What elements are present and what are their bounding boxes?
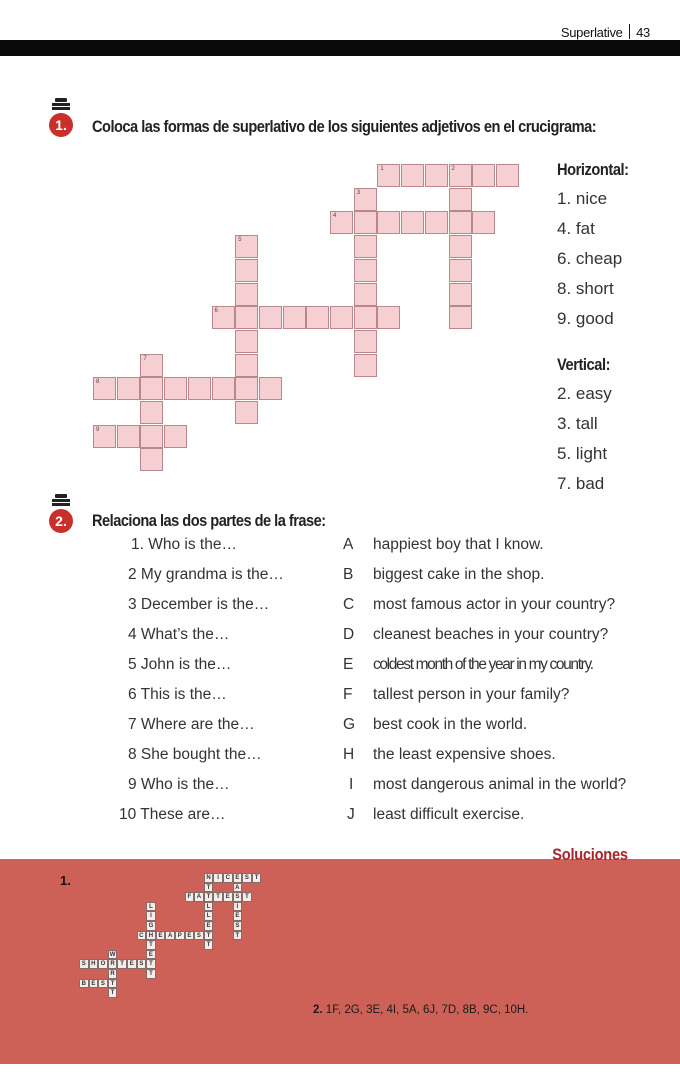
match-letter: B xyxy=(343,566,354,583)
crossword-cell[interactable] xyxy=(472,164,495,187)
sentence-end: the least expensive shoes. xyxy=(373,746,556,763)
solution-cell: E xyxy=(146,950,156,960)
crossword-cell[interactable] xyxy=(140,377,163,400)
exercise-2-instruction: Relaciona las dos partes de la frase: xyxy=(92,511,326,530)
crossword-cell[interactable] xyxy=(449,283,472,306)
crossword-cell[interactable] xyxy=(354,306,377,329)
solution-cell: T xyxy=(204,931,214,941)
clue-number: 4 xyxy=(333,213,337,220)
crossword-cell[interactable] xyxy=(449,235,472,258)
solution-cell: S xyxy=(98,979,108,989)
solution-cell: T xyxy=(204,892,214,902)
clue-vertical: 7. bad xyxy=(557,474,605,493)
clue-number: 6 xyxy=(214,308,218,315)
solution-cell: C xyxy=(137,931,147,941)
solution-cell: E xyxy=(156,931,166,941)
crossword-cell[interactable] xyxy=(164,425,187,448)
solution-2-answers: 1F, 2G, 3E, 4I, 5A, 6J, 7D, 8B, 9C, 10H. xyxy=(325,1004,529,1016)
solution-1-label: 1. xyxy=(60,873,71,888)
sentence-start: 6 This is the… xyxy=(128,686,227,703)
sentence-end: happiest boy that I know. xyxy=(373,536,544,553)
crossword-cell[interactable] xyxy=(449,164,472,187)
crossword-cell[interactable] xyxy=(354,259,377,282)
clue-number: 8 xyxy=(96,379,100,386)
crossword-cell[interactable] xyxy=(330,211,353,234)
solution-cell: E xyxy=(204,921,214,931)
solution-cell: E xyxy=(223,892,233,902)
solution-cell: T xyxy=(204,940,214,950)
crossword-cell[interactable] xyxy=(235,330,258,353)
exercise-1-instruction: Coloca las formas de superlativo de los siguientes adjetivos en el crucigrama: xyxy=(92,117,597,136)
solution-cell: N xyxy=(204,873,214,883)
match-letter: E xyxy=(343,656,354,673)
match-letter: G xyxy=(343,716,356,733)
clue-number: 3 xyxy=(356,189,361,196)
vertical-heading: Vertical: xyxy=(557,355,611,374)
crossword-cell[interactable] xyxy=(472,211,495,234)
solution-cell: L xyxy=(146,902,156,912)
exercise-1-number: 1. xyxy=(55,117,67,133)
running-header xyxy=(561,24,650,40)
solution-cell: T xyxy=(146,940,156,950)
crossword-cell[interactable] xyxy=(449,188,472,211)
crossword-cell[interactable] xyxy=(235,283,258,306)
solution-cell: G xyxy=(146,921,156,931)
solution-2-label: 2. xyxy=(313,1004,323,1016)
solution-cell: E xyxy=(89,979,99,989)
solution-cell: S xyxy=(79,959,89,969)
crossword-cell[interactable] xyxy=(235,354,258,377)
match-letter: D xyxy=(343,626,355,643)
clue-horizontal: 8. short xyxy=(557,279,614,298)
clue-horizontal: 6. cheap xyxy=(557,249,623,268)
solution-2-text xyxy=(313,1004,528,1016)
solution-cell: O xyxy=(98,959,108,969)
solution-cell: T xyxy=(213,892,223,902)
crossword-cell[interactable] xyxy=(354,211,377,234)
crossword-cell[interactable] xyxy=(401,164,424,187)
crossword-cell[interactable] xyxy=(93,425,116,448)
sentence-end: most dangerous animal in the world? xyxy=(373,776,627,793)
sentence-end: biggest cake in the shop. xyxy=(373,566,545,583)
crossword-cell[interactable] xyxy=(354,330,377,353)
sentence-start: 2 My grandma is the… xyxy=(128,566,284,583)
page-number: 43 xyxy=(636,25,650,40)
solution-cell: S xyxy=(233,921,243,931)
crossword-cell[interactable] xyxy=(354,354,377,377)
clue-number: 1 xyxy=(380,166,384,172)
solution-cell: S xyxy=(194,931,204,941)
match-letter: F xyxy=(343,686,353,703)
solution-cell: T xyxy=(252,873,262,883)
crossword-cell[interactable] xyxy=(212,306,235,329)
crossword-cell[interactable] xyxy=(449,211,472,234)
solution-cell: F xyxy=(185,892,195,902)
solution-cell: I xyxy=(233,902,243,912)
clue-horizontal: 9. good xyxy=(557,309,614,328)
crossword-cell[interactable] xyxy=(354,283,377,306)
crossword-cell[interactable] xyxy=(117,377,140,400)
crossword-cell[interactable] xyxy=(283,306,306,329)
clue-number: 2 xyxy=(451,166,455,172)
solution-cell: R xyxy=(108,969,118,979)
exercise-2-badge-icon xyxy=(46,494,76,534)
crossword-cell[interactable] xyxy=(425,164,448,187)
crossword-cell[interactable] xyxy=(140,401,163,424)
sentence-start: 1. Who is the… xyxy=(131,536,237,553)
clue-horizontal: 1. nice xyxy=(557,189,608,208)
solution-cell: L xyxy=(204,911,214,921)
match-letter: A xyxy=(343,536,354,553)
solution-cell: A xyxy=(233,883,243,893)
solution-cell: H xyxy=(89,959,99,969)
section-title: Superlative xyxy=(560,25,623,40)
solution-cell: A xyxy=(194,892,204,902)
solution-cell: I xyxy=(213,873,223,883)
crossword-cell[interactable] xyxy=(235,259,258,282)
crossword-cell[interactable] xyxy=(140,425,163,448)
crossword-cell[interactable] xyxy=(235,235,258,258)
solution-cell: S xyxy=(137,959,147,969)
sentence-start: 8 She bought the… xyxy=(128,746,262,763)
crossword-cell[interactable] xyxy=(401,211,424,234)
clue-number: 5 xyxy=(238,237,242,244)
clue-vertical: 5. light xyxy=(557,444,608,463)
solution-cell: S xyxy=(233,892,243,902)
sentence-end: most famous actor in your country? xyxy=(373,596,616,613)
exercise-2-number: 2. xyxy=(55,513,67,529)
crossword-cell[interactable] xyxy=(449,306,472,329)
header-bar xyxy=(0,40,680,56)
solution-cell: E xyxy=(127,959,137,969)
crossword-cell[interactable] xyxy=(93,377,116,400)
crossword-cell[interactable] xyxy=(377,164,400,187)
solution-cell: T xyxy=(204,883,214,893)
crossword-cell[interactable] xyxy=(117,425,140,448)
crossword-cell[interactable] xyxy=(259,306,282,329)
sentence-end: least difficult exercise. xyxy=(373,806,525,823)
solution-cell: T xyxy=(108,979,118,989)
crossword-cell[interactable] xyxy=(235,306,258,329)
horizontal-heading: Horizontal: xyxy=(557,160,629,179)
solution-cell: W xyxy=(109,951,116,958)
clue-vertical: 2. easy xyxy=(557,384,612,403)
solution-cell: S xyxy=(242,873,252,883)
solution-cell: C xyxy=(223,873,233,883)
crossword-cell[interactable] xyxy=(164,377,187,400)
solutions-title: Soluciones xyxy=(552,845,628,864)
solution-cell: E xyxy=(185,931,195,941)
solution-cell: T xyxy=(242,892,252,902)
solution-cell: T xyxy=(146,969,156,979)
solution-cell: A xyxy=(165,931,175,941)
solution-cell: P xyxy=(175,931,185,941)
header-divider xyxy=(629,24,631,39)
sentence-end: cleanest beaches in your country? xyxy=(373,626,609,643)
crossword-cell[interactable] xyxy=(377,306,400,329)
clue-vertical: 3. tall xyxy=(557,414,598,433)
sentence-start: 4 What’s the… xyxy=(128,626,230,643)
match-letter: H xyxy=(343,746,355,763)
clue-number: 9 xyxy=(96,426,100,433)
sentence-start: 3 December is the… xyxy=(128,596,270,613)
crossword-cell[interactable] xyxy=(259,377,282,400)
sentence-end: coldest month of the year in my country. xyxy=(373,656,593,673)
solution-cell: E xyxy=(233,873,243,883)
crossword-cell[interactable] xyxy=(330,306,353,329)
sentence-end: best cook in the world. xyxy=(373,716,528,733)
solution-cell: H xyxy=(146,931,156,941)
crossword-cell[interactable] xyxy=(212,377,235,400)
crossword-cell[interactable] xyxy=(306,306,329,329)
solution-cell: R xyxy=(108,959,118,969)
match-letter: J xyxy=(347,806,355,823)
crossword-cell[interactable] xyxy=(377,211,400,234)
solution-cell: T xyxy=(108,988,118,998)
crossword-cell[interactable] xyxy=(496,164,519,187)
solution-cell: T xyxy=(117,959,127,969)
solution-cell: L xyxy=(204,902,214,912)
sentence-start: 10 These are… xyxy=(119,806,226,823)
solution-cell: T xyxy=(233,931,243,941)
sentence-end: tallest person in your family? xyxy=(373,686,570,703)
solution-cell: E xyxy=(233,911,243,921)
clue-number: 7 xyxy=(143,355,147,362)
sentence-start: 9 Who is the… xyxy=(128,776,230,793)
crossword-cell[interactable] xyxy=(140,448,163,471)
crossword-cell[interactable] xyxy=(235,401,258,424)
crossword-cell[interactable] xyxy=(140,354,163,377)
clue-horizontal: 4. fat xyxy=(557,219,595,238)
crossword-cell[interactable] xyxy=(425,211,448,234)
solution-cell: B xyxy=(79,979,89,989)
crossword-cell[interactable] xyxy=(449,259,472,282)
crossword-cell[interactable] xyxy=(354,235,377,258)
solution-cell: I xyxy=(146,911,156,921)
match-letter: I xyxy=(349,776,354,793)
sentence-start: 7 Where are the… xyxy=(128,716,255,733)
crossword-cell[interactable] xyxy=(354,188,377,211)
match-letter: C xyxy=(343,596,355,613)
crossword-cell[interactable] xyxy=(188,377,211,400)
sentence-start: 5 John is the… xyxy=(128,656,232,673)
solution-cell: T xyxy=(146,959,156,969)
exercise-1-badge-icon xyxy=(46,98,76,138)
crossword-cell[interactable] xyxy=(235,377,258,400)
